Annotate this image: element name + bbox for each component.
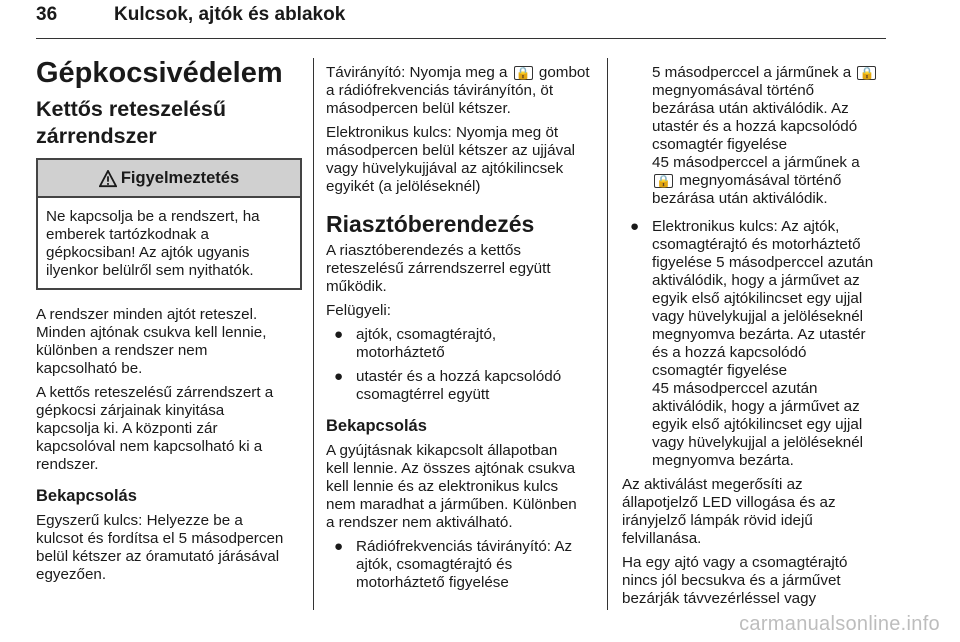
list-item: ● Elektronikus kulcs: Az ajtók, csomagtérajtó és motorháztető figyelése 5 másodperccel azután aktiválódik, hogy a járművet az egyik első ajtókilincset egy ujjal vagy hüvelykujjal a jelöléseknél megnyomva bezárta. Az utastér és a hozzá kapcsolódó csomagtér figyelése 45 másodperccel azután aktiválódik, hogy a járművet az egyik első ajtókilincset egy ujjal vagy hüvelykujjal a jelöléseknél megnyomva bezárta. xyxy=(630,218,874,469)
warning-text: Ne kapcsolja be a rendszert, ha emberek tartózkodnak a gépkocsiban! Az ajtók ugyanis ilyenkor belülről sem nyithatók. xyxy=(46,208,260,279)
list-item: ● utastér és a hozzá kapcsolódó csomagtérrel együtt xyxy=(334,368,562,403)
column-divider xyxy=(607,58,608,610)
column-1 xyxy=(36,56,302,590)
warning-box xyxy=(36,158,302,290)
lock-button-icon: 🔒 xyxy=(859,65,875,80)
paragraph: Felügyeli: xyxy=(326,302,391,319)
paragraph: A riasztóberendezés a kettős reteszelésű zárrendszerrel együtt működik. xyxy=(326,242,551,295)
list-item: ● Rádiófrekvenciás távirányító: Az ajtók, csomagtérajtó és motorháztető figyelése xyxy=(334,538,573,591)
paragraph: A rendszer minden ajtót reteszel. Minden ajtónak csukva kell lennie, különben a rendszer nem kapcsolható be. xyxy=(36,306,267,377)
paragraph: Ha egy ajtó vagy a csomagtérajtó nincs jól becsukva és a járművet bezárják távvezérléssel vagy xyxy=(622,554,848,607)
warning-label: Figyelmeztetés xyxy=(120,169,240,187)
section-title: Gépkocsivédelem xyxy=(36,57,283,89)
paragraph: Elektronikus kulcs: Nyomja meg öt másodpercen belül kétszer az ujjával vagy hüvelykujjával az ajtókilincsek egyikét (a jelöléseknél) xyxy=(326,124,576,195)
page-number: 36 xyxy=(36,4,58,25)
column-2 xyxy=(326,64,594,598)
chapter-title: Kulcsok, ajtók és ablakok xyxy=(114,4,346,25)
heading-activation: Bekapcsolás xyxy=(326,417,427,435)
list-item: ● ajtók, csomagtérajtó, motorháztető xyxy=(334,326,497,361)
paragraph: Egyszerű kulcs: Helyezze be a kulcsot és fordítsa el 5 másodpercen belül kétszer az óramutató járásával egyezően. xyxy=(36,512,284,583)
warning-icon xyxy=(99,170,117,188)
page-header xyxy=(36,4,886,44)
lock-button-icon: 🔒 xyxy=(656,173,671,188)
column-3 xyxy=(622,64,892,614)
section-heading-alarm: Riasztóberendezés xyxy=(326,211,535,237)
lock-button-icon: 🔒 xyxy=(515,65,531,80)
paragraph: A kettős reteszelésű zárrendszert a gépkocsi zárjainak kinyitása kapcsolja ki. A központi zár kapcsolóval nem kapcsolható ki a rendszer. xyxy=(36,384,274,473)
paragraph: Az aktiválást megerősíti az állapotjelző LED villogása és az irányjelző lámpák rövid idejű felvillanása. xyxy=(622,476,836,547)
subsection-title: Kettős reteszelésű zárrendszer xyxy=(36,97,226,148)
paragraph: Távirányító: Nyomja meg a 🔒 gombot a rádiófrekvenciás távirányítón, öt másodpercen belül kétszer. xyxy=(326,64,590,117)
warning-header xyxy=(38,160,300,198)
column-divider xyxy=(313,58,314,610)
list-item-continued: 5 másodperccel a járműnek a 🔒 megnyomásával történő bezárása után aktiválódik. Az utastér és a hozzá kapcsolódó csomagtér figyelése 45 másodperccel a járműnek a 🔒 megnyomásával történő bezárása után aktiválódik. xyxy=(652,64,875,207)
header-rule xyxy=(36,38,886,39)
paragraph: A gyújtásnak kikapcsolt állapotban kell lennie. Az összes ajtónak csukva kell lennie és az elektronikus kulcs nem maradhat a járműben. Különben a rendszer nem aktiválható. xyxy=(326,442,577,531)
heading-activation: Bekapcsolás xyxy=(36,487,137,505)
watermark: carmanualsonline.info xyxy=(739,613,940,635)
